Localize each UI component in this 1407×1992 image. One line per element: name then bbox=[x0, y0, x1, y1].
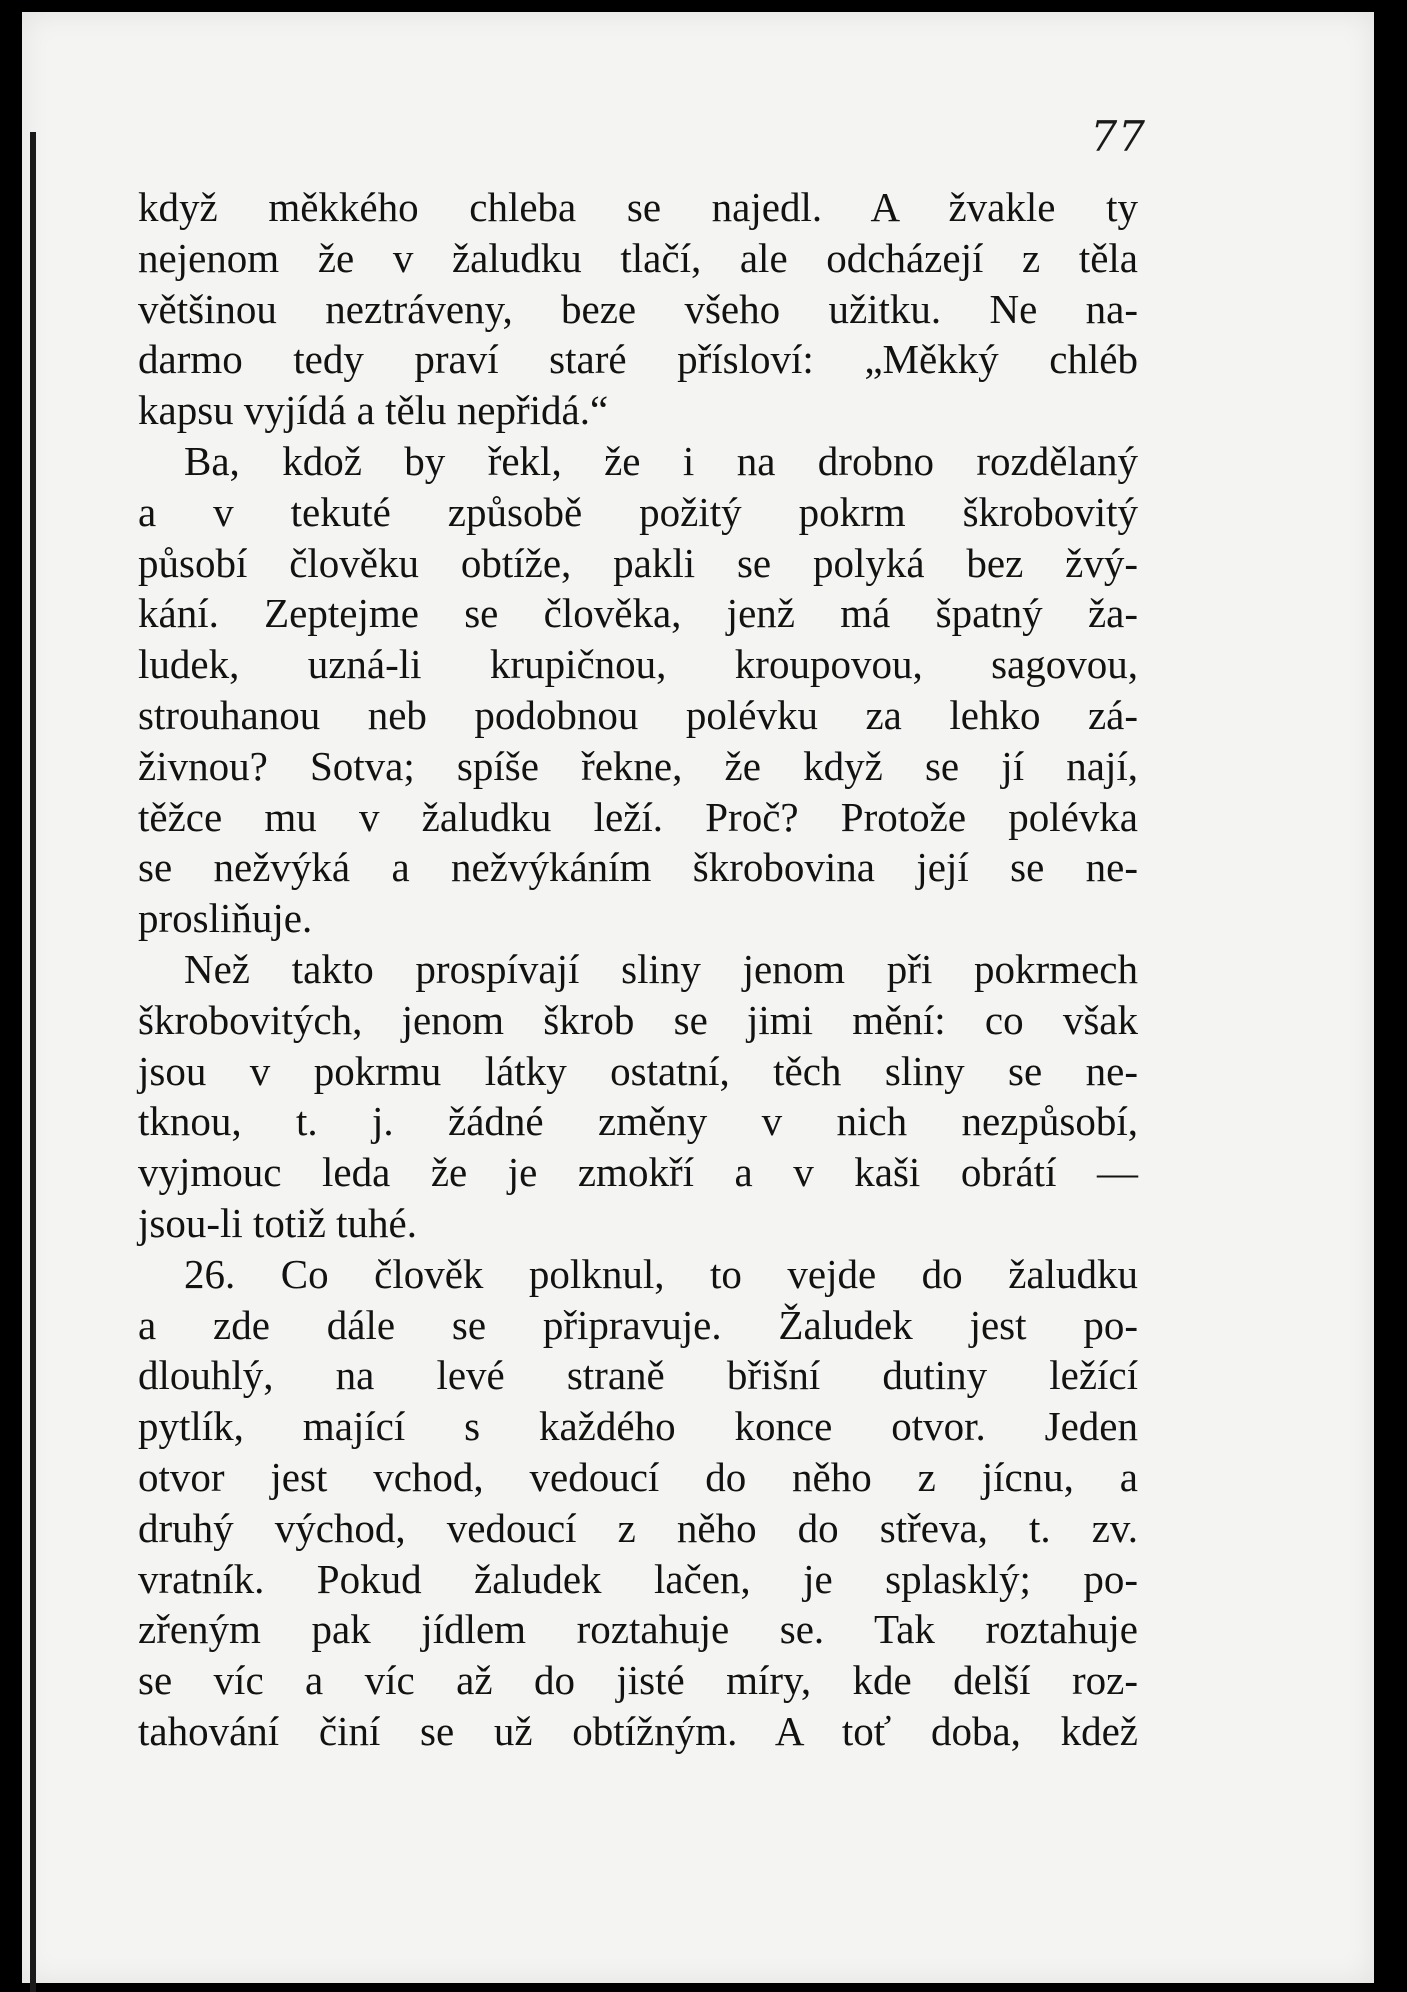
text-line: druhý východ, vedoucí z něho do střeva, t. zv. bbox=[138, 1504, 1138, 1551]
text-line: vratník. Pokud žaludek lačen, je splasklý; po- bbox=[138, 1555, 1138, 1602]
text-line: jsou-li totiž tuhé. bbox=[138, 1199, 417, 1246]
text-line: kání. Zeptejme se člověka, jenž má špatný ža- bbox=[138, 590, 1138, 637]
text-line: působí člověku obtíže, pakli se polyká bez žvý- bbox=[138, 539, 1138, 586]
paragraph bbox=[138, 1249, 1138, 1757]
text-line: a v tekuté způsobě požitý pokrm škrobovitý bbox=[138, 488, 1138, 535]
text-line: Než takto prospívají sliny jenom při pokrmech bbox=[184, 945, 1138, 992]
text-line: když měkkého chleba se najedl. A žvakle ty bbox=[138, 184, 1138, 230]
text-line: těžce mu v žaludku leží. Proč? Protože polévka bbox=[138, 793, 1138, 840]
text-line: pytlík, mající s každého konce otvor. Jeden bbox=[138, 1403, 1138, 1450]
text-line: tahování činí se už obtížným. A toť doba, kdež bbox=[138, 1707, 1138, 1754]
text-line: 26. Co člověk polknul, to vejde do žaludku bbox=[184, 1250, 1138, 1297]
text-line: živnou? Sotva; spíše řekne, že když se jí nají, bbox=[138, 742, 1138, 789]
book-page bbox=[22, 12, 1374, 1983]
text-line: škrobovitých, jenom škrob se jimi mění: co však bbox=[138, 996, 1138, 1043]
text-line: darmo tedy praví staré přísloví: „Měkký chléb bbox=[138, 336, 1138, 383]
page-number: 77 bbox=[1090, 112, 1146, 161]
text-line: většinou neztráveny, beze všeho užitku. Ne na- bbox=[138, 285, 1138, 332]
paragraph bbox=[138, 944, 1138, 1249]
body-text bbox=[138, 182, 1138, 1757]
binding-edge bbox=[30, 132, 36, 1992]
text-line: ludek, uzná-li krupičnou, kroupovou, sagovou, bbox=[138, 641, 1138, 688]
text-line: kapsu vyjídá a tělu nepřidá.“ bbox=[138, 387, 609, 434]
paragraph bbox=[138, 182, 1138, 436]
text-line: dlouhlý, na levé straně břišní dutiny ležící bbox=[138, 1352, 1138, 1399]
text-line: tknou, t. j. žádné změny v nich nezpůsobí, bbox=[138, 1098, 1138, 1145]
text-line: vyjmouc leda že je zmokří a v kaši obrátí — bbox=[138, 1149, 1138, 1196]
text-line: se nežvýká a nežvýkáním škrobovina její se ne- bbox=[138, 844, 1138, 891]
text-line: prosliňuje. bbox=[138, 895, 313, 942]
text-line: strouhanou neb podobnou polévku za lehko zá- bbox=[138, 691, 1138, 738]
text-line: zřeným pak jídlem roztahuje se. Tak roztahuje bbox=[138, 1606, 1138, 1653]
text-line: nejenom že v žaludku tlačí, ale odcházejí z těla bbox=[138, 234, 1138, 281]
text-line: jsou v pokrmu látky ostatní, těch sliny se ne- bbox=[138, 1047, 1138, 1094]
text-line: se víc a víc až do jisté míry, kde delší roz- bbox=[138, 1657, 1138, 1704]
paragraph bbox=[138, 436, 1138, 944]
text-line: otvor jest vchod, vedoucí do něho z jícnu, a bbox=[138, 1453, 1138, 1500]
text-line: Ba, kdož by řekl, že i na drobno rozdělaný bbox=[184, 437, 1138, 484]
text-line: a zde dále se připravuje. Žaludek jest po- bbox=[138, 1301, 1138, 1348]
